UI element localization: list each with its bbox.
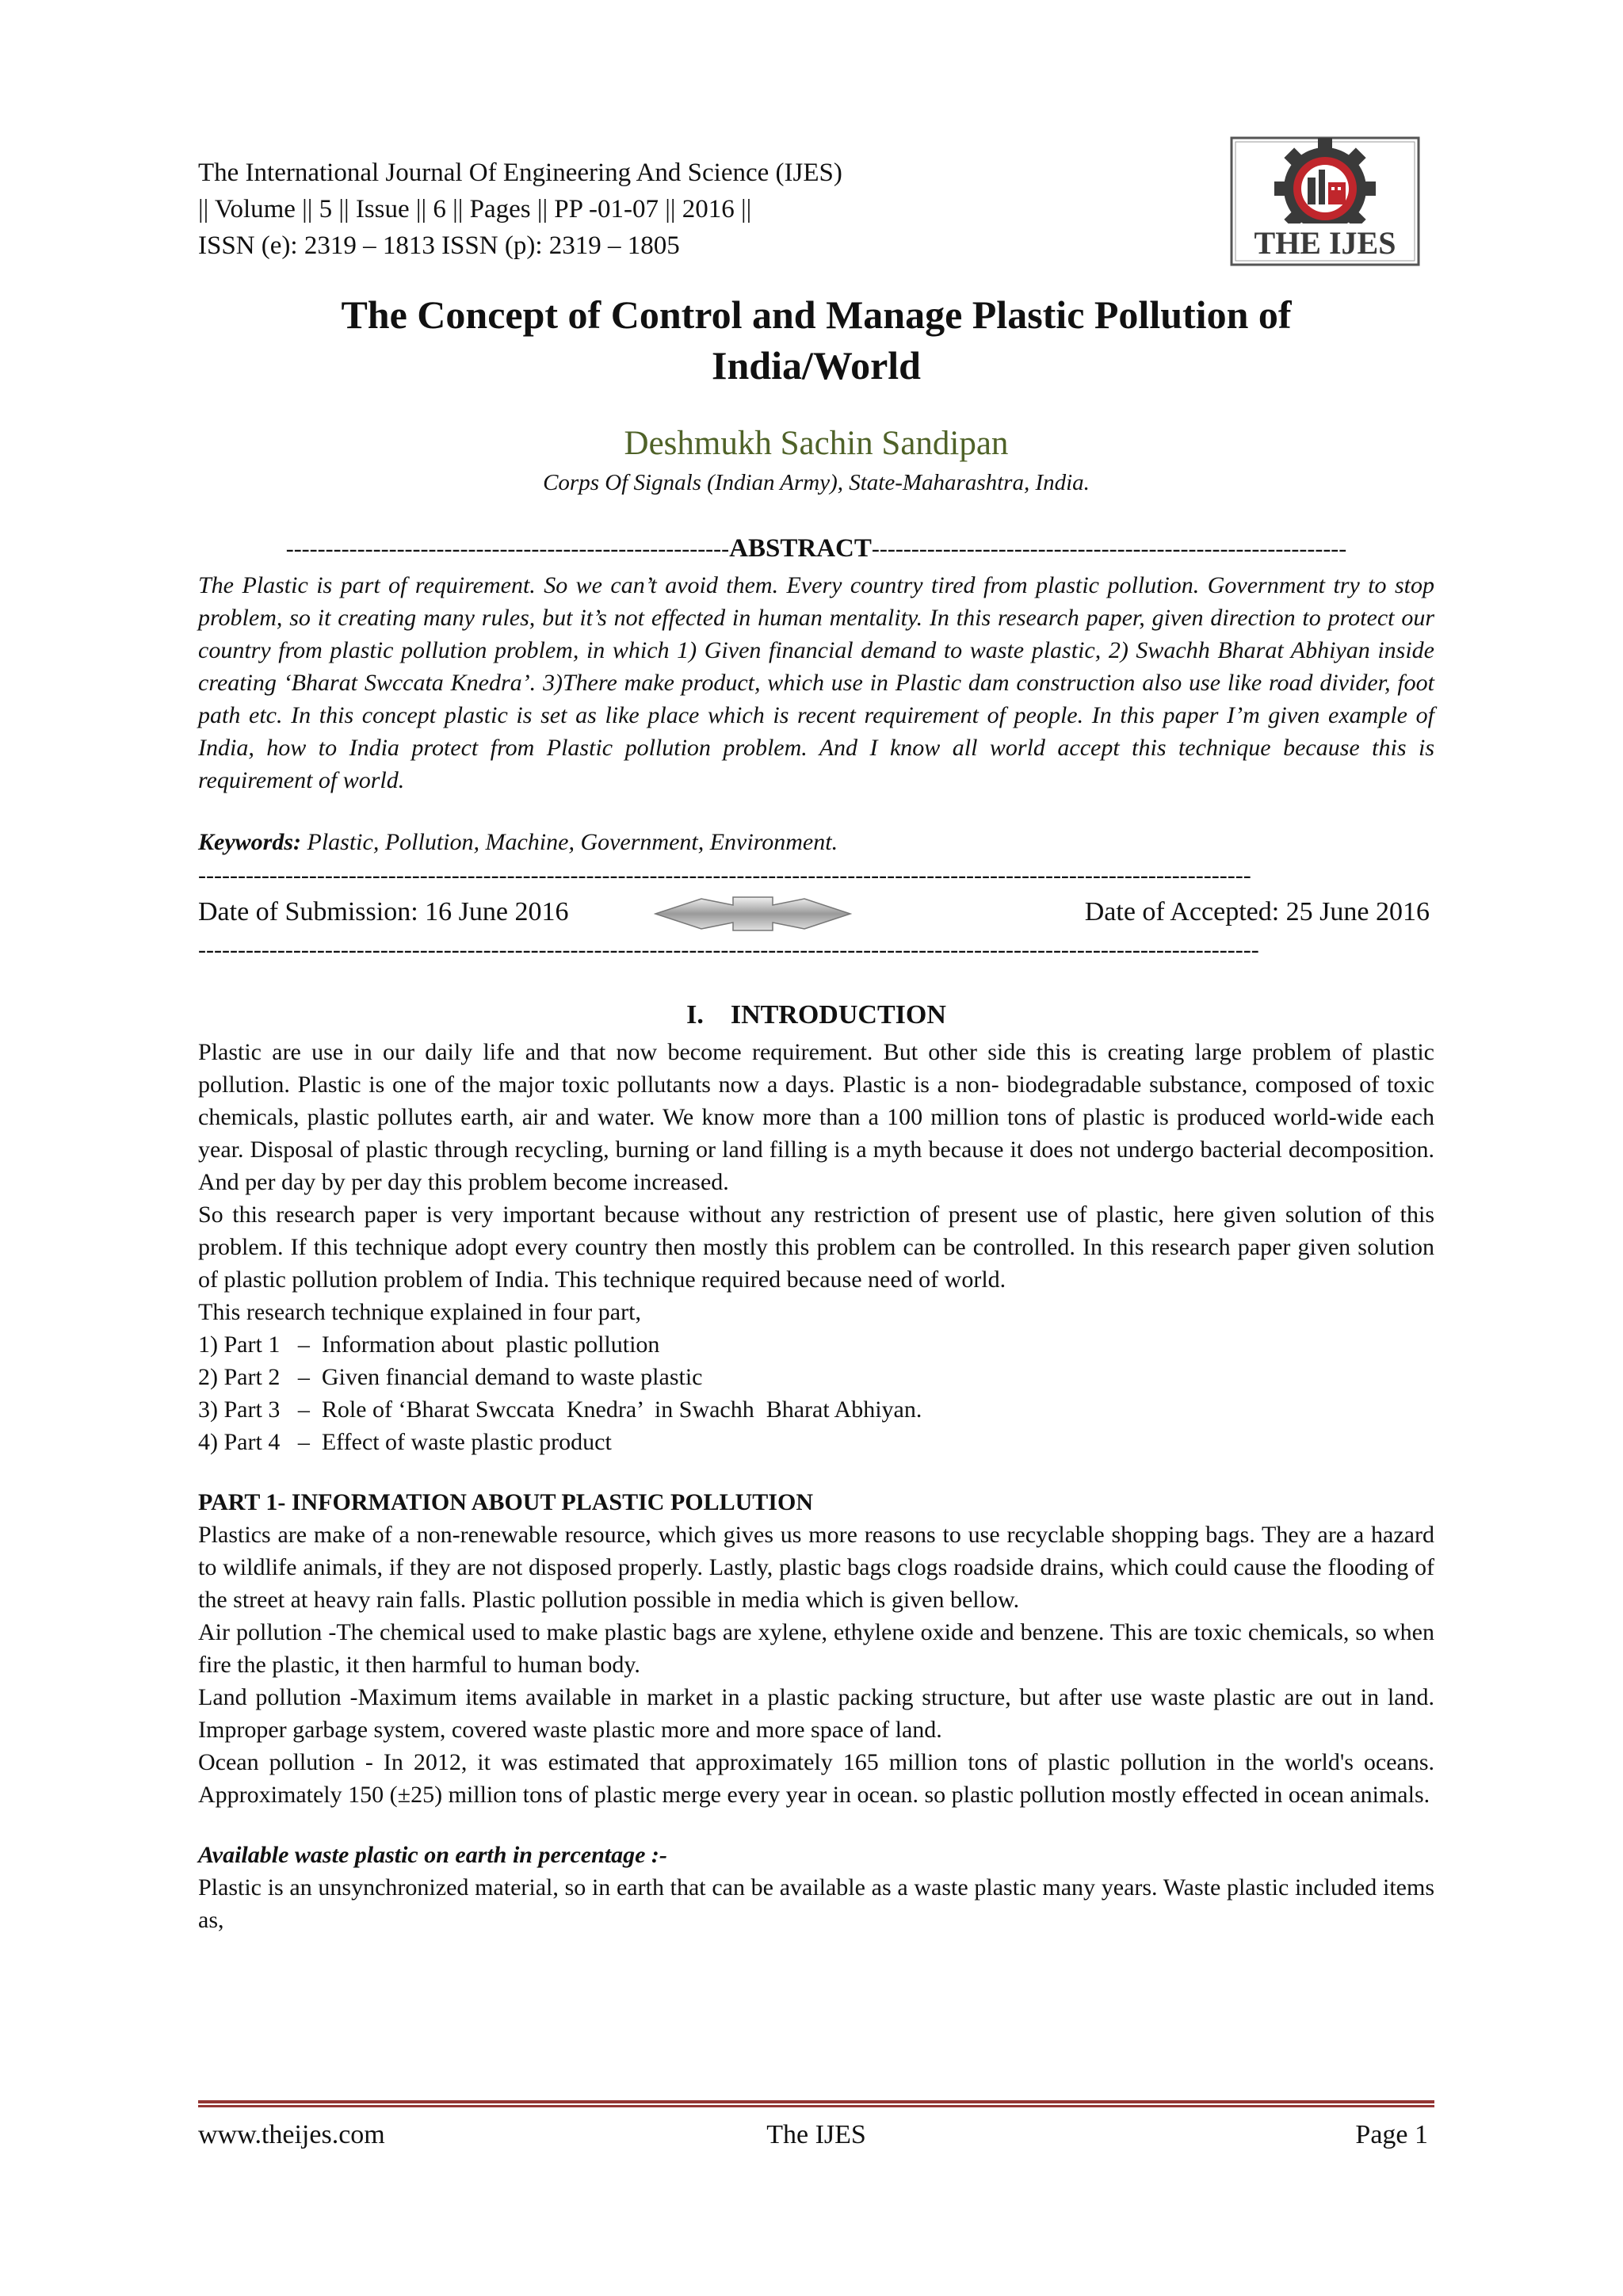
dates-row [198, 894, 1434, 942]
journal-header [198, 155, 842, 264]
list-item: 2) Part 2 – Given financial demand to waste plastic [198, 1364, 703, 1390]
footer-journal: The IJES [766, 2120, 866, 2149]
land-pollution-paragraph: Land pollution -Maximum items available in market in a plastic packing structure, but after use waste plastic are out in land. Improper garbage system, covered waste plastic more and more space of land. [198, 1684, 1434, 1743]
journal-volume: || Volume || 5 || Issue || 6 || Pages || PP -01-07 || 2016 || [198, 195, 752, 223]
keywords-label: Keywords: [198, 829, 301, 855]
keywords-line [198, 826, 1434, 858]
ijes-logo [1228, 135, 1423, 268]
footer-page-number: Page 1 [1355, 2120, 1428, 2149]
dash-rule-top: ------------------------------------------------------------------------------------------------------------------------------------- [198, 862, 1251, 888]
logo-text: THE IJES [1254, 225, 1396, 261]
part1-heading: PART 1- INFORMATION ABOUT PLASTIC POLLUTION [198, 1489, 813, 1515]
title-line-1: The Concept of Control and Manage Plastic Pollution of [341, 292, 1292, 337]
keywords-values: Plastic, Pollution, Machine, Government, Environment. [301, 829, 838, 855]
abstract-heading-row [198, 535, 1434, 563]
intro-paragraph-1: Plastic are use in our daily life and that now become requirement. But other side this is creating large problem of plastic pollution. Plastic is one of the major toxic pollutants now a days. Plastic is a non- biodegradable substance, composed of toxic chemicals, plastic pollutes earth, air and water. We know more than a 100 million tons of plastic is produced world-wide each year. Disposal of plastic through recycling, burning or land filling is a myth because it does not undergo bacterial decomposition. And per day by per day this problem become increased. [198, 1039, 1434, 1195]
abstract-text: The Plastic is part of requirement. So we can’t avoid them. Every country tired from plastic pollution. Government try to stop problem, so it creating many rules, but it’s not effected in human mentality. In this research paper, given direction to protect our country from plastic pollution problem, in which 1) Given financial demand to waste plastic, 2) Swachh Bharat Abhiyan inside creating ‘Bharat Swccata Knedra’. 3)There make product, which use in Plastic dam construction also use like road divider, foot path etc. In this concept plastic is set as like place which is recent requirement of people. In this paper I’m given example of India, how to India protect from Plastic pollution problem. And I know all world accept this technique because this is requirement of world. [198, 572, 1434, 793]
ocean-pollution-paragraph: Ocean pollution - In 2012, it was estimated that approximately 165 million tons of plastic pollution in the world's oceans. Approximately 150 (±25) million tons of plastic merge every year in ocean. so plastic pollution mostly effected in ocean animals. [198, 1749, 1434, 1808]
journal-name: The International Journal Of Engineering And Science (IJES) [198, 159, 842, 187]
intro-paragraph-3: This research technique explained in four part, [198, 1299, 641, 1325]
author-affiliation: Corps Of Signals (Indian Army), State-Maharashtra, India. [543, 470, 1090, 495]
list-item: 4) Part 4 – Effect of waste plastic product [198, 1429, 612, 1455]
part1-paragraph: Plastics are make of a non-renewable resource, which gives us more reasons to use recyclable shopping bags. They are a hazard to wildlife animals, if they are not disposed properly. Lastly, plastic bags clogs roadside drains, which could cause the flooding of the street at heavy rain falls. Plastic pollution possible in media which is given bellow. [198, 1522, 1434, 1613]
section-heading-introduction: I. INTRODUCTION [686, 1000, 946, 1030]
intro-paragraph-2: So this research paper is very important because without any restriction of present use of plastic, here given solution of this problem. If this technique adopt every country then mostly this problem can be controlled. In this research paper given solution of plastic pollution problem of India. This technique required because need of world. [198, 1201, 1434, 1293]
accepted-date: Date of Accepted: 25 June 2016 [1084, 897, 1430, 926]
paper-title [198, 289, 1434, 391]
footer-rule [198, 2100, 1434, 2107]
list-item: 1) Part 1 – Information about plastic pollution [198, 1331, 660, 1358]
list-item: 3) Part 3 – Role of ‘Bharat Swccata Knedra’ in Swachh Bharat Abhiyan. [198, 1396, 922, 1423]
title-line-2: India/World [712, 343, 921, 388]
abstract-heading: ABSTRACT [729, 535, 872, 563]
footer-website[interactable]: www.theijes.com [198, 2120, 385, 2149]
author-name: Deshmukh Sachin Sandipan [624, 425, 1009, 462]
submission-date: Date of Submission: 16 June 2016 [198, 897, 569, 926]
available-waste-heading: Available waste plastic on earth in percentage :- [198, 1842, 667, 1868]
double-arrow-icon [654, 894, 852, 934]
air-pollution-paragraph: Air pollution -The chemical used to make plastic bags are xylene, ethylene oxide and benzene. This are toxic chemicals, so when fire the plastic, it then harmful to human body. [198, 1619, 1434, 1678]
dash-rule-left: -------------------------------------------------------- [285, 536, 730, 562]
dash-rule-bottom: -------------------------------------------------------------------------------------------------------------------------------------- [198, 937, 1259, 963]
page-footer [198, 2120, 1434, 2160]
journal-issn: ISSN (e): 2319 – 1813 ISSN (p): 2319 – 1805 [198, 231, 680, 260]
dash-rule-right: ------------------------------------------------------------ [871, 536, 1347, 562]
available-waste-paragraph: Plastic is an unsynchronized material, so in earth that can be available as a waste plastic many years. Waste plastic included items as, [198, 1874, 1434, 1933]
introduction-body [198, 1036, 1434, 1936]
